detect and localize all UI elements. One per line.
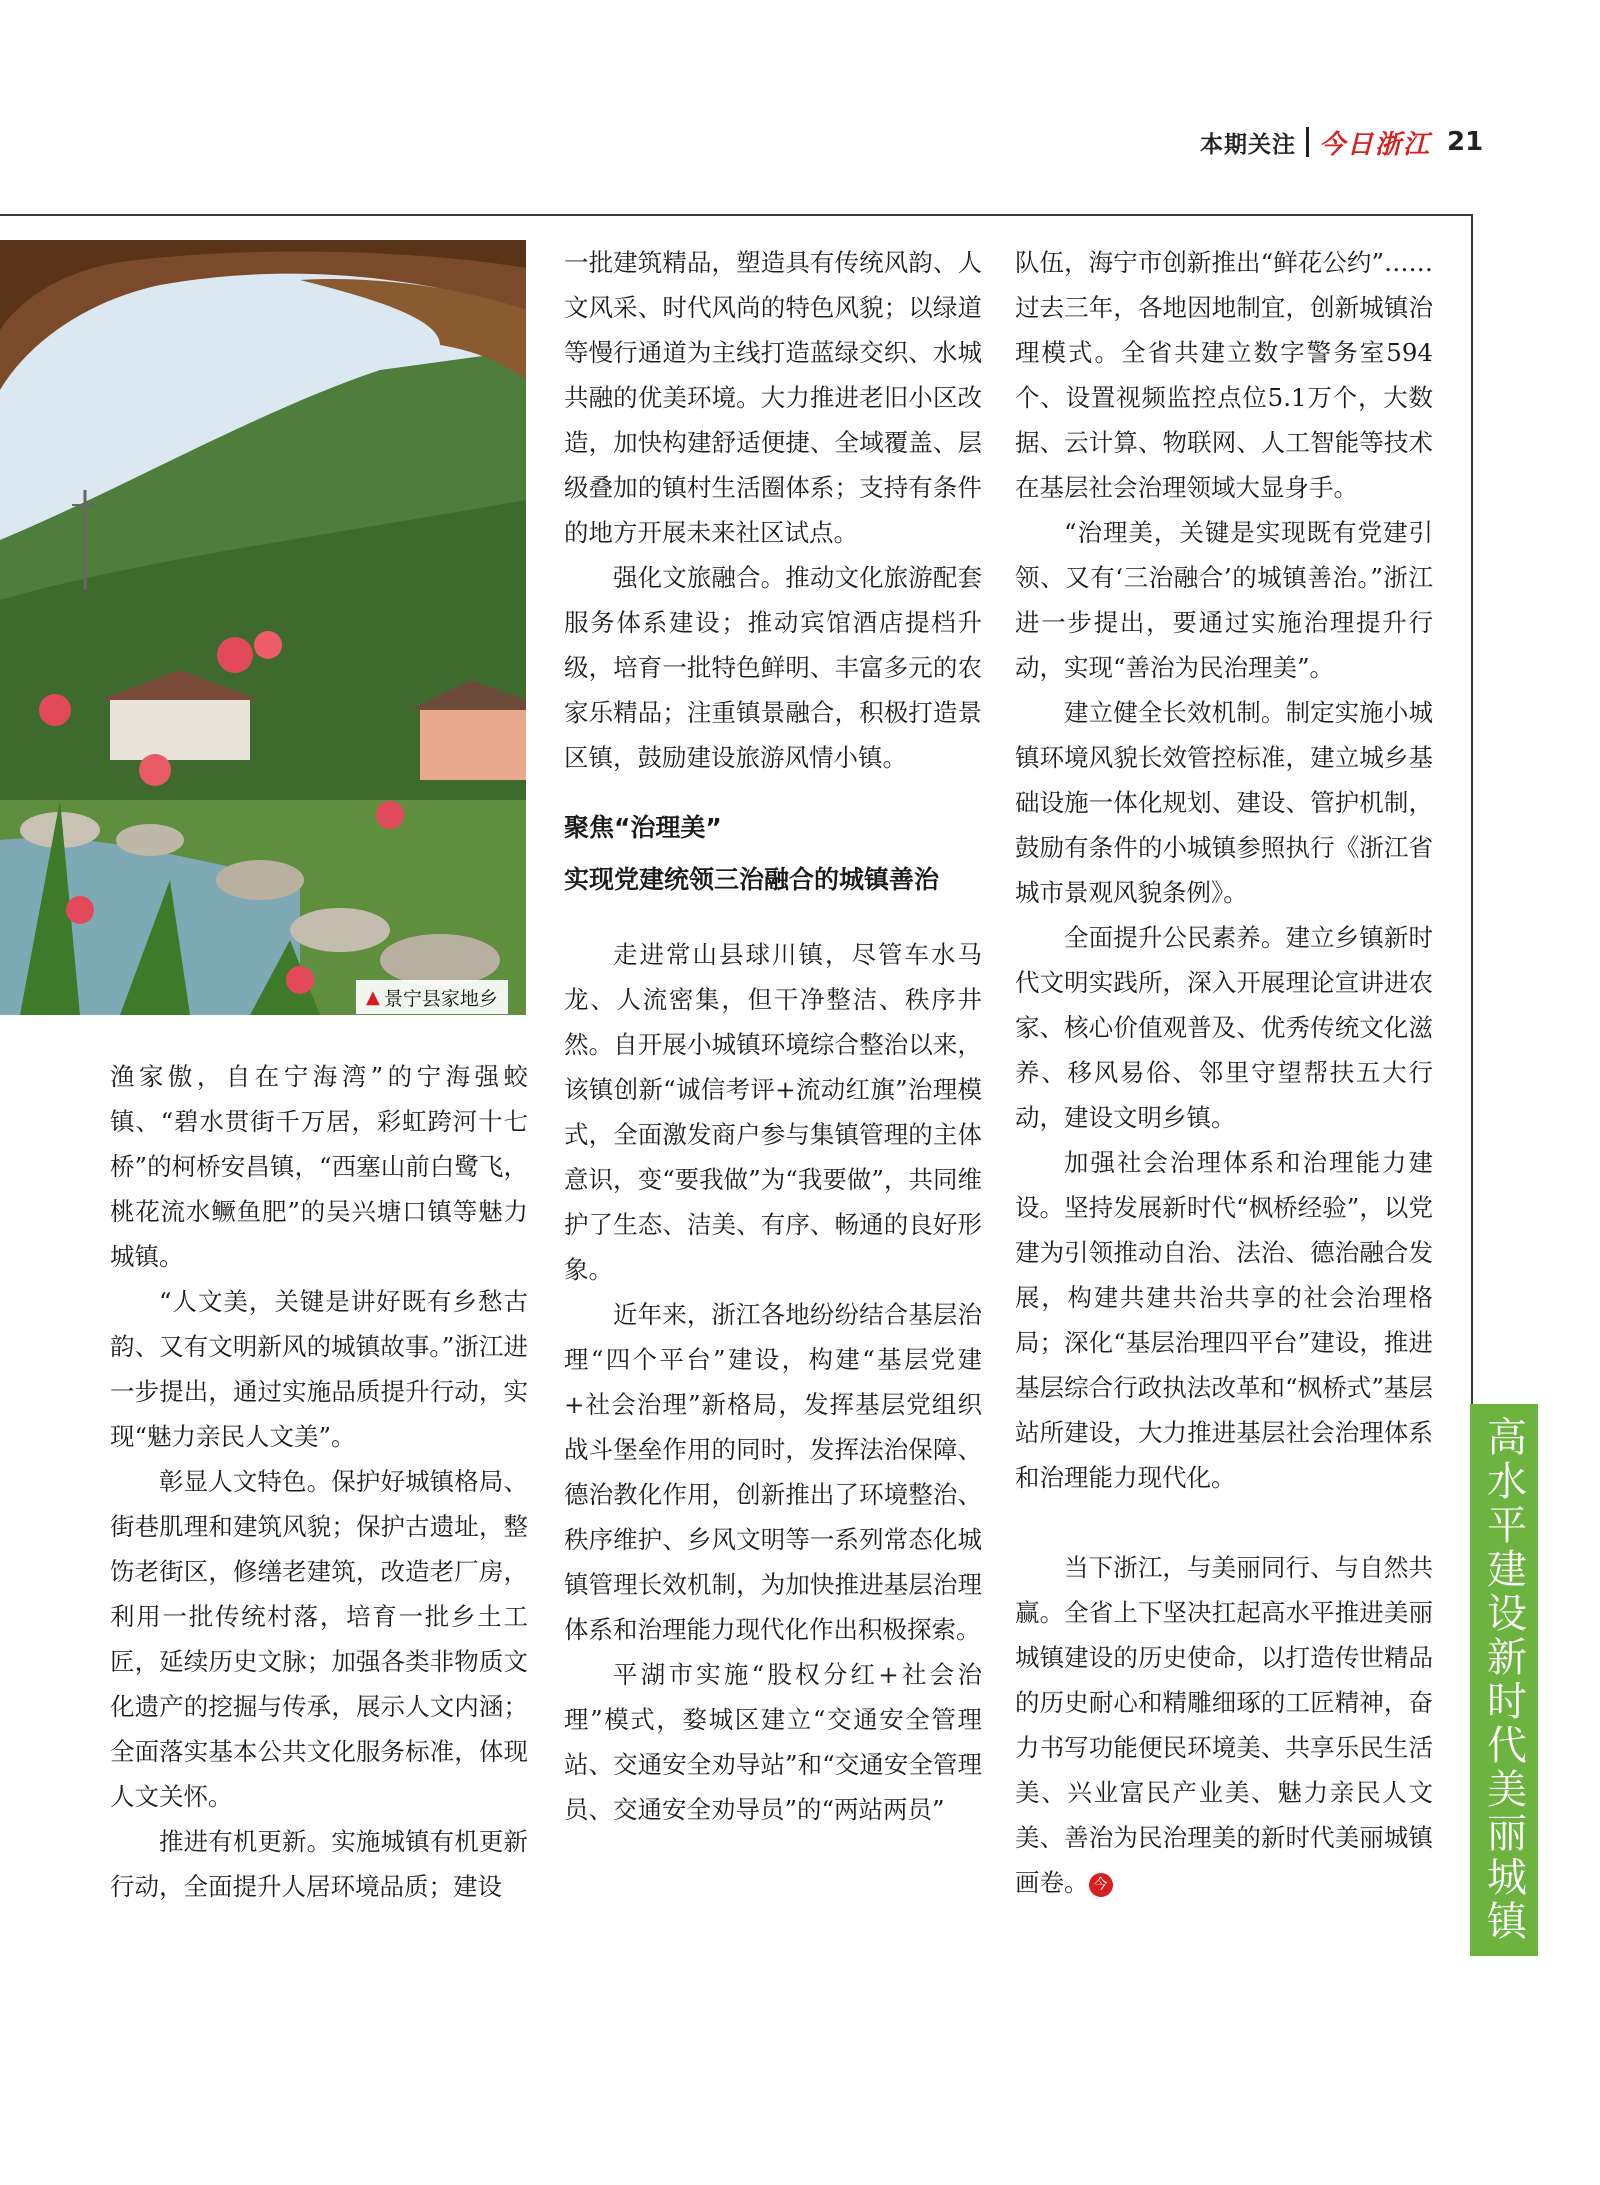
sidebar-title: 高水平建设新时代美丽城镇 (1480, 1416, 1527, 1944)
col3-closing-paragraph (1015, 1545, 1433, 1905)
header-divider (1306, 127, 1309, 157)
column-2 (564, 240, 982, 1832)
end-mark-icon: 今 (1089, 1873, 1113, 1897)
page-number: 21 (1447, 127, 1484, 157)
caption-text: 景宁县家地乡 (383, 987, 498, 1010)
col2-paragraph-1: 一批建筑精品，塑造具有传统风韵、人文风采、时代风尚的特色风貌；以绿道等慢行通道为主线打造蓝绿交织、水城共融的优美环境。大力推进老旧小区改造，加快构建舒适便捷、全域覆盖、层级叠加的镇村生活圈体系；支持有条件的地方开展未来社区试点。 (564, 248, 982, 547)
col1-paragraph-2: “人文美，关键是讲好既有乡愁古韵、又有文明新风的城镇故事。”浙江进一步提出，通过实施品质提升行动，实现“魅力亲民人文美”。 (110, 1287, 528, 1451)
landscape-illustration (0, 240, 526, 1015)
right-rule (1471, 214, 1473, 1410)
page-header (1200, 122, 1483, 162)
topic-sidebar (1470, 1404, 1538, 1956)
col2-paragraph-2: 强化文旅融合。推动文化旅游配套服务体系建设；推动宾馆酒店提档升级，培育一批特色鲜明、丰富多元的农家乐精品；注重镇景融合，积极打造景区镇，鼓励建设旅游风情小镇。 (564, 563, 982, 772)
photo-caption (356, 980, 508, 1014)
caption-triangle-icon: ▲ (366, 986, 380, 1008)
col3-paragraph-3: 建立健全长效机制。制定实施小城镇环境风貌长效管控标准，建立城乡基础设施一体化规划、建设、管护机制，鼓励有条件的小城镇参照执行《浙江省城市景观风貌条例》。 (1015, 698, 1433, 907)
col2-paragraph-3: 走进常山县球川镇，尽管车水马龙、人流密集，但干净整洁、秩序井然。自开展小城镇环境综合整治以来，该镇创新“诚信考评+流动红旗”治理模式，全面激发商户参与集镇管理的主体意识，变“要我做”为“我要做”，共同维护了生态、洁美、有序、畅通的良好形象。 (564, 940, 982, 1284)
landscape-photo (0, 240, 526, 1015)
col2-paragraph-5: 平湖市实施“股权分红+社会治理”模式，婺城区建立“交通安全管理站、交通安全劝导站”和“交通安全管理员、交通安全劝导员”的“两站两员” (564, 1660, 982, 1824)
col3-paragraph-2: “治理美，关键是实现既有党建引领、又有‘三治融合’的城镇善治。”浙江进一步提出，要通过实施治理提升行动，实现“善治为民治理美”。 (1015, 518, 1433, 682)
section-subheading-line-2: 实现党建统领三治融合的城镇善治 (564, 865, 940, 894)
column-3 (1015, 240, 1433, 1905)
col1-paragraph-1: 渔家傲，自在宁海湾”的宁海强蛟镇、“碧水贯街千万居，彩虹跨河十七桥”的柯桥安昌镇，“西塞山前白鹭飞，桃花流水鳜鱼肥”的吴兴塘口镇等魅力城镇。 (110, 1062, 528, 1271)
col2-paragraph-4: 近年来，浙江各地纷纷结合基层治理“四个平台”建设，构建“基层党建+社会治理”新格局，发挥基层党组织战斗堡垒作用的同时，发挥法治保障、德治教化作用，创新推出了环境整治、秩序维护、乡风文明等一系列常态化城镇管理长效机制，为加快推进基层治理体系和治理能力现代化作出积极探索。 (564, 1300, 982, 1644)
col1-paragraph-4: 推进有机更新。实施城镇有机更新行动，全面提升人居环境品质；建设 (110, 1827, 528, 1901)
closing-text: 当下浙江，与美丽同行、与自然共赢。全省上下坚决扛起高水平推进美丽城镇建设的历史使命，以打造传世精品的历史耐心和精雕细琢的工匠精神，奋力书写功能便民环境美、共享乐民生活美、兴业富民产业美、魅力亲民人文美、善治为民治理美的新时代美丽城镇画卷。 (1015, 1553, 1433, 1897)
section-subheading-line-1: 聚焦“治理美” (564, 813, 722, 842)
magazine-logo: 今日浙江 (1319, 129, 1432, 160)
top-rule (0, 214, 1473, 216)
col3-paragraph-4: 全面提升公民素养。建立乡镇新时代文明实践所，深入开展理论宣讲进农家、核心价值观普及、优秀传统文化滋养、移风易俗、邻里守望帮扶五大行动，建设文明乡镇。 (1015, 923, 1433, 1132)
col3-paragraph-5: 加强社会治理体系和治理能力建设。坚持发展新时代“枫桥经验”，以党建为引领推动自治、法治、德治融合发展，构建共建共治共享的社会治理格局；深化“基层治理四平台”建设，推进基层综合行政执法改革和“枫桥式”基层站所建设，大力推进基层社会治理体系和治理能力现代化。 (1015, 1148, 1433, 1492)
section-title: 本期关注 (1200, 131, 1296, 158)
col3-paragraph-1: 队伍，海宁市创新推出“鲜花公约”……过去三年，各地因地制宜，创新城镇治理模式。全省共建立数字警务室594个、设置视频监控点位5.1万个，大数据、云计算、物联网、人工智能等技术在基层社会治理领域大显身手。 (1015, 248, 1433, 502)
col1-paragraph-3: 彰显人文特色。保护好城镇格局、街巷肌理和建筑风貌；保护古遗址，整饬老街区，修缮老建筑，改造老厂房，利用一批传统村落，培育一批乡土工匠，延续历史文脉；加强各类非物质文化遗产的挖掘与传承，展示人文内涵；全面落实基本公共文化服务标准，体现人文关怀。 (110, 1467, 528, 1811)
column-1 (110, 1054, 528, 1909)
